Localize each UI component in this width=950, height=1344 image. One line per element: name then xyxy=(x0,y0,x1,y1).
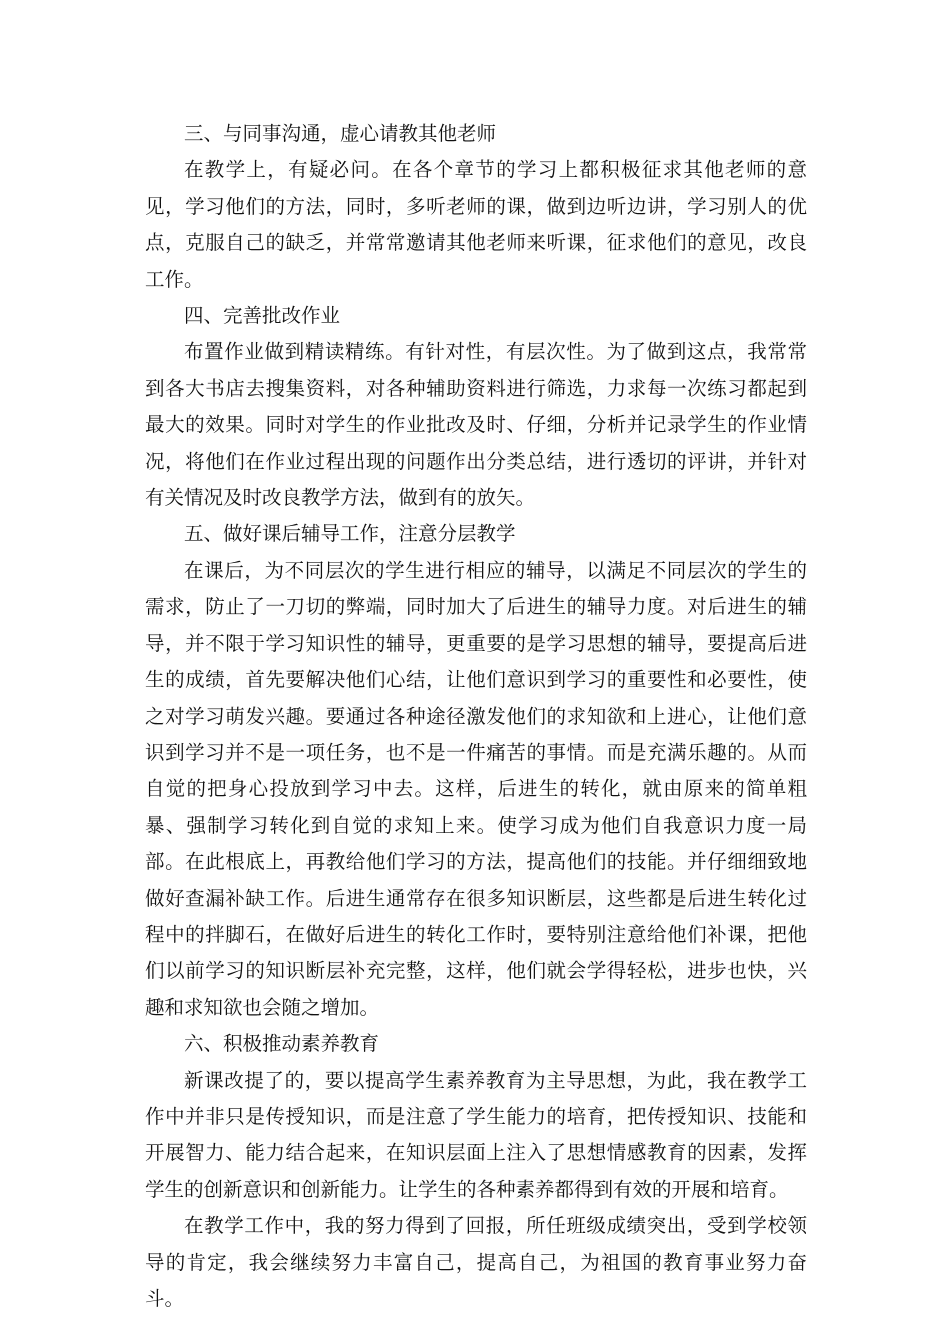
section-paragraph-5: 在课后，为不同层次的学生进行相应的辅导，以满足不同层次的学生的需求，防止了一刀切的弊端，同时加大了后进生的辅导力度。对后进生的辅导，并不限于学习知识性的辅导，更重要的是学习思想的辅导，要提高后进生的成绩，首先要解决他们心结，让他们意识到学习的重要性和必要性，使之对学习萌发兴趣。要通过各种途径激发他们的求知欲和上进心，让他们意识到学习并不是一项任务，也不是一件痛苦的事情。而是充满乐趣的。从而自觉的把身心投放到学习中去。这样，后进生的转化，就由原来的简单粗暴、强制学习转化到自觉的求知上来。使学习成为他们自我意识力度一局部。在此根底上，再教给他们学习的方法，提高他们的技能。并仔细细致地做好查漏补缺工作。后进生通常存在很多知识断层，这些都是后进生转化过程中的拌脚石，在做好后进生的转化工作时，要特别注意给他们补课，把他们以前学习的知识断层补充完整，这样，他们就会学得轻松，进步也快，兴趣和求知欲也会随之增加。 xyxy=(145,558,807,1019)
section-heading-6: 六、积极推动素养教育 xyxy=(184,1032,380,1056)
section-heading-4: 四、完善批改作业 xyxy=(184,304,341,328)
section-heading-5: 五、做好课后辅导工作，注意分层教学 xyxy=(184,522,516,546)
closing-paragraph: 在教学工作中，我的努力得到了回报，所任班级成绩突出，受到学校领导的肯定，我会继续努力丰富自己，提高自己，为祖国的教育事业努力奋斗。 xyxy=(145,1214,807,1310)
section-paragraph-4: 布置作业做到精读精练。有针对性，有层次性。为了做到这点，我常常到各大书店去搜集资料，对各种辅助资料进行筛选，力求每一次练习都起到最大的效果。同时对学生的作业批改及时、仔细，分析并记录学生的作业情况，将他们在作业过程出现的问题作出分类总结，进行透切的评讲，并针对有关情况及时改良教学方法，做到有的放矢。 xyxy=(145,340,807,510)
section-paragraph-3: 在教学上，有疑必问。在各个章节的学习上都积极征求其他老师的意见，学习他们的方法，同时，多听老师的课，做到边听边讲，学习别人的优点，克服自己的缺乏，并常常邀请其他老师来听课，征求他们的意见，改良工作。 xyxy=(145,158,807,291)
section-paragraph-6: 新课改提了的，要以提高学生素养教育为主导思想，为此，我在教学工作中并非只是传授知识，而是注意了学生能力的培育，把传授知识、技能和开展智力、能力结合起来，在知识层面上注入了思想情感教育的因素，发挥学生的创新意识和创新能力。让学生的各种素养都得到有效的开展和培育。 xyxy=(145,1068,807,1201)
section-heading-3: 三、与同事沟通，虚心请教其他老师 xyxy=(184,122,497,145)
document-page xyxy=(145,116,807,1317)
